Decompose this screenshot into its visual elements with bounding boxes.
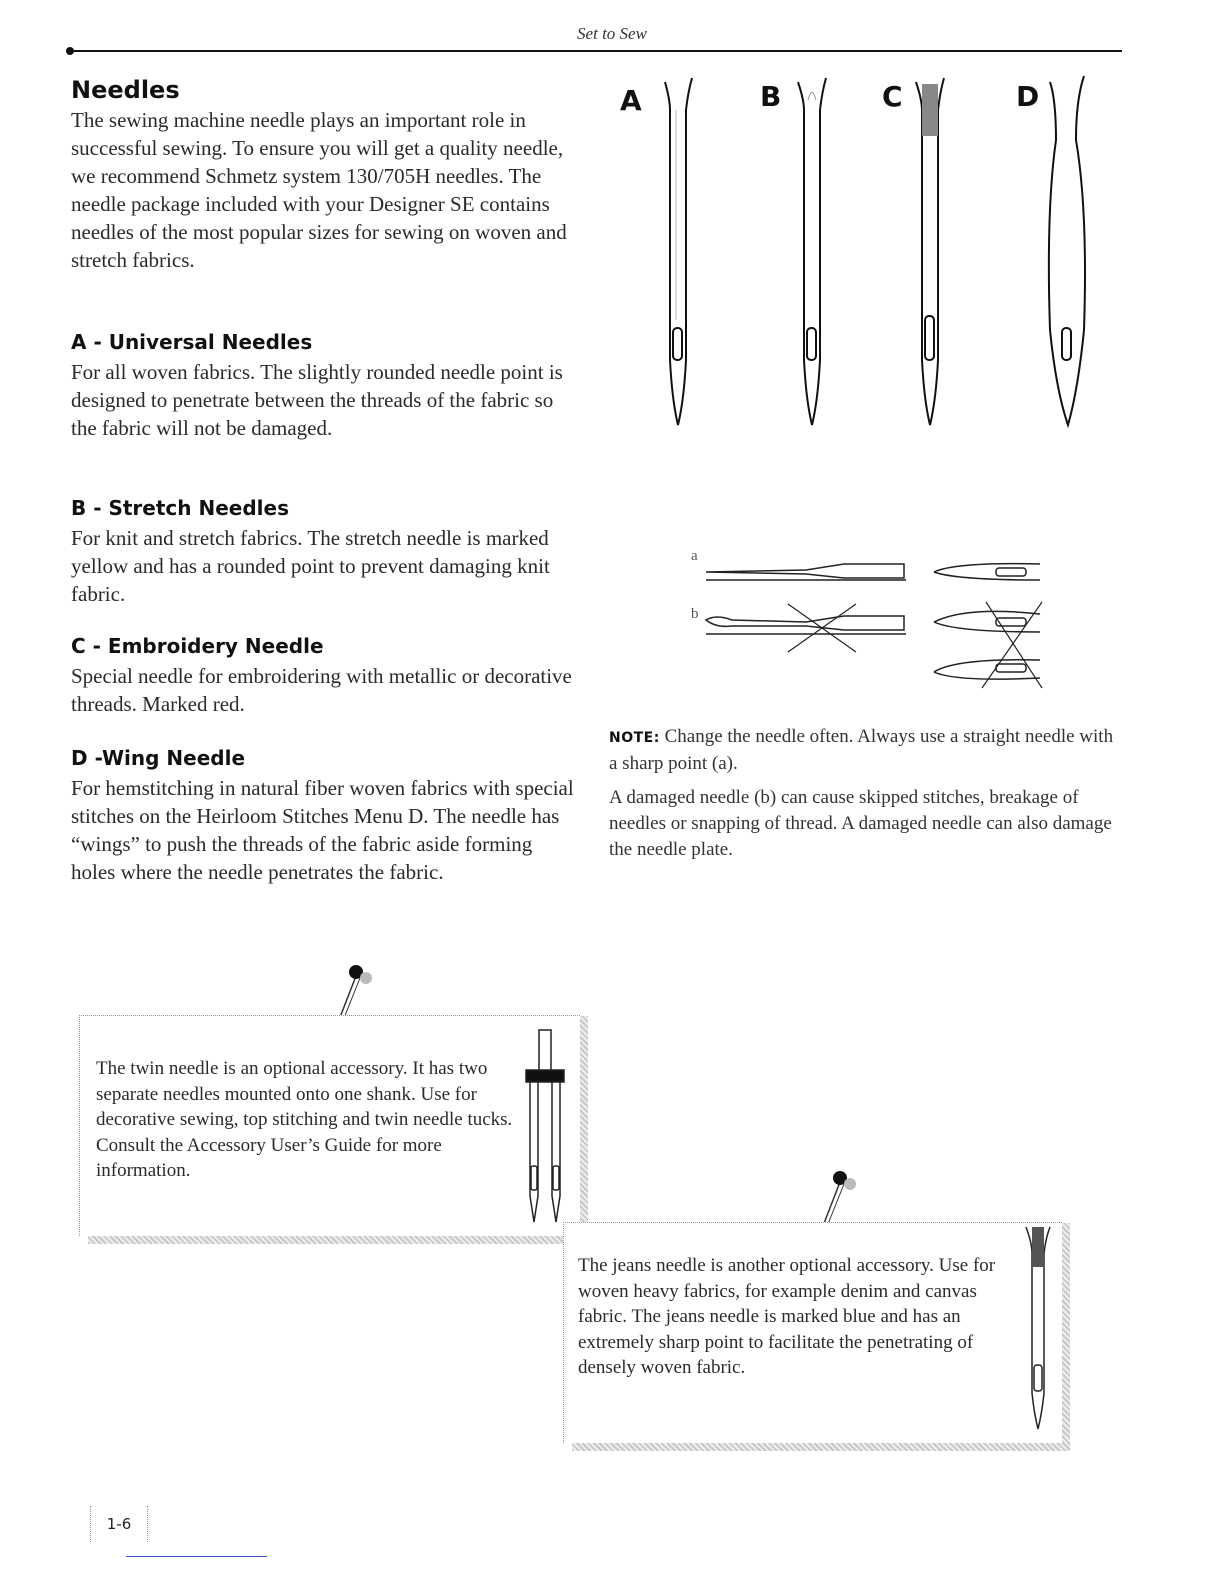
- note-text-2: A damaged needle (b) can cause skipped stitches, breakage of needles or snapping of thread. A damaged needle can also damage the needle plate.: [609, 787, 1112, 860]
- note-label: NOTE:: [609, 730, 660, 746]
- universal-needle-drawing: [665, 78, 692, 425]
- jeans-needle-text: The jeans needle is another optional accessory. Use for woven heavy fabrics, for example denim and canvas fabric. The jeans needle is marked blue and has an extremely sharp point to facilitate the penetrating of densely woven fabric.: [578, 1255, 996, 1378]
- jeans-needle-card: [563, 1222, 1062, 1443]
- section-stretch: [71, 496, 581, 608]
- needle-label-c: C: [882, 80, 903, 113]
- card-shadow: [572, 1443, 1070, 1451]
- needle-tip-drawings: [686, 548, 1046, 693]
- section-embroidery: [71, 634, 581, 718]
- card-shadow: [1062, 1223, 1070, 1443]
- tip-label-b: b: [691, 606, 699, 622]
- running-header: Set to Sew: [577, 24, 647, 43]
- card-shadow: [580, 1016, 588, 1236]
- section-text: For knit and stretch fabrics. The stretch needle is marked yellow and has a rounded point to prevent damaging knit fabric.: [71, 526, 550, 606]
- stretch-needle-drawing: [798, 78, 826, 425]
- intro-section: [71, 76, 581, 274]
- needle-label-d: D: [1016, 80, 1040, 113]
- twin-needle-card: [79, 1015, 580, 1236]
- section-text: Special needle for embroidering with metallic or decorative threads. Marked red.: [71, 664, 572, 716]
- needle-label-b: B: [760, 80, 782, 113]
- footer-link-line: [126, 1556, 267, 1557]
- section-heading: C - Embroidery Needle: [71, 634, 324, 658]
- note-block: [609, 724, 1114, 871]
- section-text: For hemstitching in natural fiber woven fabrics with special stitches on the Heirloom Stitches Menu D. The needle has “wings” to push the threads of the fabric aside forming holes where the needle penetrates the fabric.: [71, 776, 574, 884]
- twin-needle-text: The twin needle is an optional accessory. It has two separate needles mounted onto one shank. Use for decorative sewing, top stitching and twin needle tucks. Consult the Accessory User’s Guide for more information.: [96, 1058, 513, 1181]
- twin-needle-drawing: [520, 1026, 570, 1226]
- jeans-needle-drawing: [1020, 1223, 1056, 1433]
- wing-needle-drawing: [1049, 76, 1085, 425]
- header-rule: [70, 50, 1122, 52]
- intro-text: The sewing machine needle plays an important role in successful sewing. To ensure you will get a quality needle, we recommend Schmetz system 130/705H needles. The needle package included with your Designer SE contains needles of the most popular sizes for sewing on woven and stretch fabrics.: [71, 108, 567, 272]
- section-text: For all woven fabrics. The slightly rounded needle point is designed to penetrate between the threads of the fabric so the fabric will not be damaged.: [71, 360, 563, 440]
- section-heading: A - Universal Needles: [71, 330, 313, 354]
- needle-drawings: [610, 70, 1110, 440]
- section-heading: B - Stretch Needles: [71, 496, 289, 520]
- needle-tip-figure: [686, 548, 1046, 693]
- note-text-1: Change the needle often. Always use a straight needle with a sharp point (a).: [609, 726, 1114, 774]
- needle-label-a: A: [620, 84, 642, 117]
- needle-types-figure: [610, 70, 1110, 440]
- section-wing: [71, 746, 581, 886]
- page-number: 1-6: [90, 1506, 148, 1542]
- page-heading: Needles: [71, 76, 180, 104]
- note-paragraph-1: [609, 724, 1114, 777]
- tip-label-a: a: [691, 548, 698, 564]
- card-shadow: [88, 1236, 588, 1244]
- section-universal: [71, 330, 581, 442]
- section-heading: D -Wing Needle: [71, 746, 246, 770]
- embroidery-color-band: [922, 84, 938, 136]
